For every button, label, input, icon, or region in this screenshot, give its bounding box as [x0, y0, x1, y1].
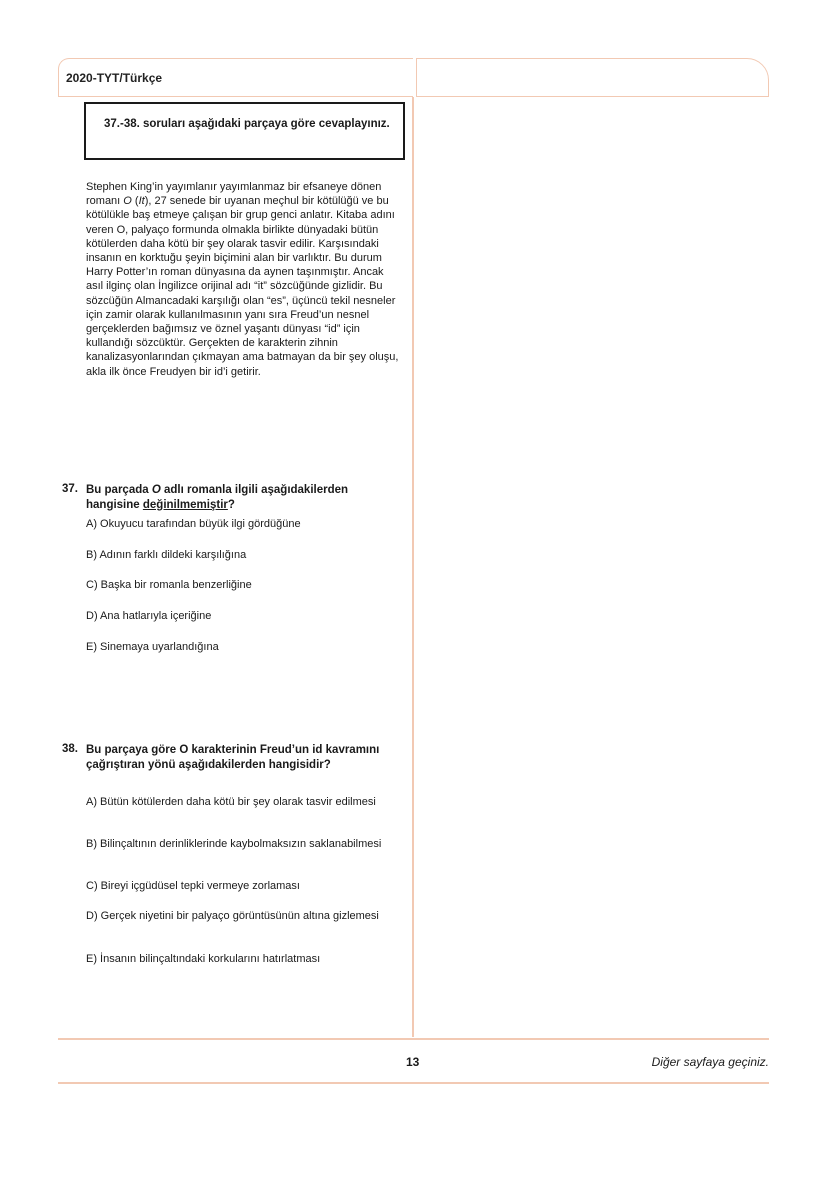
q37-stem-negation: değinilmemiştir	[142, 498, 228, 511]
page-number: 13	[406, 1055, 420, 1069]
passage-text-part2: , 27 senede bir uyanan meçhul bir kötülüğü ve bu kötülükle baş etmeye çalışan bir grup genci anlatır. Kitaba adını veren O, palyaço formunda olmakla birlikte dünyadaki bütün kötülerden daha kötü bir şey olarak tasvir edilir. Karşısındaki insanın en korktuğu şeyin biçimini alan bir varlıktır. Bu durum Harry Potter’ın roman dünyasına da aynen taşınmıştır. Ancak asıl ilginç olan İngilizce orijinal adı “it” sözcüğünde gizlidir. Bu sözcüğün Almancadaki karşılığı olan “es”, üçüncü tekil nesneler için zamir olarak kullanılmasının yanı sıra Freud’un nesnel gerçeklerden bağımsız ve öznel yaşantı dünyası “id” için kullandığı sözcüktür. Gerçekten de karakterin zihnin kanalizasyonlarından çıkmayan ama batmayan da bir şey oluşu, akla ilk önce Freudyen bir id’i getirir.	[86, 195, 399, 378]
q38-option-a[interactable]: A) Bütün kötülerden daha kötü bir şey olarak tasvir edilmesi	[86, 796, 376, 808]
q37-option-c[interactable]: C) Başka bir romanla benzerliğine	[86, 579, 252, 591]
passage-title-o: O	[123, 195, 132, 208]
instruction-text: 37.-38. soruları aşağıdaki parçaya göre cevaplayınız.	[104, 118, 390, 130]
page-header-title: 2020-TYT/Türkçe	[66, 71, 163, 85]
column-divider	[412, 97, 414, 1037]
reading-passage	[86, 180, 402, 379]
q37-stem-o: O	[151, 484, 161, 496]
q37-stem-b: adlı romanla ilgili aşağıdakilerden hangisine	[86, 484, 349, 511]
passage-text-part1: Stephen King’in yayımlanır yayımlanmaz bir efsaneye dönen romanı	[86, 181, 382, 208]
q38-option-d[interactable]: D) Gerçek niyetini bir palyaço görüntüsünün altına gizlemesi	[86, 910, 379, 922]
passage-title-it: It	[138, 195, 145, 208]
instruction-box	[84, 102, 405, 160]
q38-option-b[interactable]: B) Bilinçaltının derinliklerinde kaybolmaksızın saklanabilmesi	[86, 838, 382, 850]
question-37-stem	[86, 483, 396, 512]
passage-paren-close: )	[144, 195, 149, 208]
q38-option-c[interactable]: C) Bireyi içgüdüsel tepki vermeye zorlaması	[86, 880, 300, 892]
q37-option-a[interactable]: A) Okuyucu tarafından büyük ilgi gördüğüne	[86, 518, 301, 530]
question-37-number: 37.	[62, 483, 78, 495]
question-38-stem: Bu parçaya göre O karakterinin Freud’un id kavramını çağrıştıran yönü aşağıdakilerden hangisidir?	[86, 744, 380, 771]
question-38-number: 38.	[62, 743, 78, 755]
header-right-frame	[416, 58, 769, 97]
footer-top-rule	[58, 1038, 769, 1040]
q37-option-b[interactable]: B) Adının farklı dildeki karşılığına	[86, 549, 247, 561]
q37-option-e[interactable]: E) Sinemaya uyarlandığına	[86, 641, 219, 653]
passage-paren-open: (	[131, 195, 139, 208]
footer-bottom-rule	[58, 1082, 769, 1084]
q37-stem-a: Bu parçada	[86, 484, 152, 496]
q38-option-e[interactable]: E) İnsanın bilinçaltındaki korkularını hatırlatması	[86, 953, 321, 965]
next-page-note: Diğer sayfaya geçiniz.	[651, 1055, 769, 1069]
q37-stem-c: ?	[227, 498, 235, 511]
q37-option-d[interactable]: D) Ana hatlarıyla içeriğine	[86, 610, 212, 622]
